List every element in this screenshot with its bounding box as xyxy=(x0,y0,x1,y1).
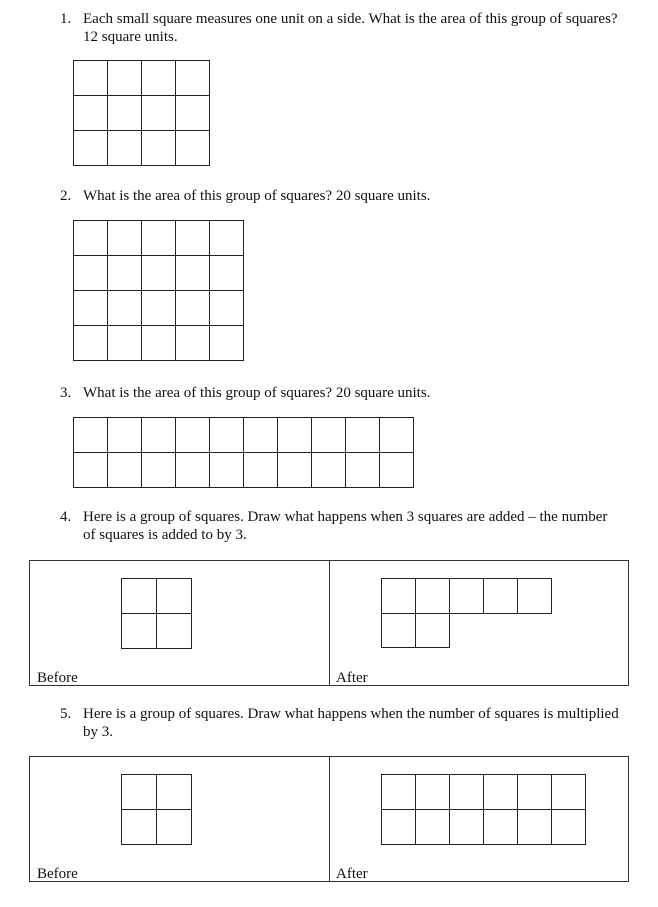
question-3 xyxy=(60,384,620,402)
grid-square xyxy=(312,418,346,453)
question-number: 4. xyxy=(60,509,72,525)
grid-square xyxy=(552,775,586,810)
grid-square xyxy=(552,810,586,845)
grid-square xyxy=(122,579,157,614)
grid-square xyxy=(74,61,108,96)
q1-square-grid xyxy=(73,60,210,166)
grid-square xyxy=(74,326,108,361)
grid-square xyxy=(244,418,278,453)
grid-square xyxy=(484,810,518,845)
grid-square xyxy=(382,613,416,648)
grid-square xyxy=(416,810,450,845)
grid-square xyxy=(157,775,192,810)
grid-square xyxy=(74,96,108,131)
grid-square xyxy=(210,221,244,256)
question-number: 2. xyxy=(60,188,72,204)
grid-square xyxy=(142,61,176,96)
grid-square xyxy=(157,614,192,649)
grid-square xyxy=(518,579,552,614)
q2-square-grid xyxy=(73,220,244,361)
grid-square xyxy=(244,453,278,488)
q4-before-grid xyxy=(121,578,192,649)
q4-panel-divider xyxy=(329,560,330,686)
grid-square xyxy=(108,96,142,131)
grid-square xyxy=(210,453,244,488)
grid-square xyxy=(518,775,552,810)
grid-square xyxy=(142,96,176,131)
question-number: 5. xyxy=(60,706,72,722)
grid-square xyxy=(176,453,210,488)
grid-square xyxy=(176,256,210,291)
grid-square xyxy=(122,775,157,810)
grid-square xyxy=(108,131,142,166)
grid-square xyxy=(210,291,244,326)
grid-square xyxy=(450,579,484,614)
q5-after-grid xyxy=(381,774,586,845)
q5-panel-divider xyxy=(329,756,330,882)
grid-square xyxy=(108,61,142,96)
question-2 xyxy=(60,187,620,205)
grid-square xyxy=(108,291,142,326)
grid-square xyxy=(74,256,108,291)
grid-square xyxy=(380,453,414,488)
grid-square xyxy=(142,131,176,166)
question-1 xyxy=(60,10,620,46)
grid-square xyxy=(416,579,450,614)
grid-square xyxy=(450,775,484,810)
grid-square xyxy=(142,256,176,291)
q4-after-top-row xyxy=(381,578,552,614)
grid-square xyxy=(176,61,210,96)
grid-square xyxy=(157,810,192,845)
q3-square-grid xyxy=(73,417,414,488)
grid-square xyxy=(416,775,450,810)
grid-square xyxy=(278,418,312,453)
grid-square xyxy=(176,418,210,453)
q5-after-label: After xyxy=(336,866,368,882)
grid-square xyxy=(74,221,108,256)
question-number: 3. xyxy=(60,385,72,401)
grid-square xyxy=(210,256,244,291)
grid-square xyxy=(74,131,108,166)
q5-before-label: Before xyxy=(37,866,78,882)
question-text: What is the area of this group of squares? 20 square units. xyxy=(83,385,431,401)
q4-after-label: After xyxy=(336,670,368,686)
grid-square xyxy=(108,326,142,361)
grid-square xyxy=(176,131,210,166)
grid-square xyxy=(142,291,176,326)
q4-before-label: Before xyxy=(37,670,78,686)
grid-square xyxy=(108,418,142,453)
grid-square xyxy=(142,418,176,453)
question-5 xyxy=(60,705,620,741)
grid-square xyxy=(74,291,108,326)
grid-square xyxy=(484,579,518,614)
grid-square xyxy=(176,326,210,361)
question-text: Here is a group of squares. Draw what happens when the number of squares is multiplied by 3. xyxy=(83,706,619,740)
q5-before-grid xyxy=(121,774,192,845)
question-text: What is the area of this group of squares? 20 square units. xyxy=(83,188,431,204)
q4-after-bottom-row xyxy=(381,613,450,648)
grid-square xyxy=(176,221,210,256)
grid-square xyxy=(278,453,312,488)
grid-square xyxy=(176,96,210,131)
grid-square xyxy=(210,326,244,361)
grid-square xyxy=(157,579,192,614)
grid-square xyxy=(484,775,518,810)
question-number: 1. xyxy=(60,11,72,27)
grid-square xyxy=(312,453,346,488)
grid-square xyxy=(380,418,414,453)
grid-square xyxy=(142,326,176,361)
grid-square xyxy=(450,810,484,845)
grid-square xyxy=(122,810,157,845)
question-4 xyxy=(60,508,620,544)
grid-square xyxy=(176,291,210,326)
grid-square xyxy=(210,418,244,453)
grid-square xyxy=(108,453,142,488)
grid-square xyxy=(346,453,380,488)
question-text: Here is a group of squares. Draw what happens when 3 squares are added – the number of squares is added to by 3. xyxy=(83,509,608,543)
grid-square xyxy=(346,418,380,453)
grid-square xyxy=(142,453,176,488)
grid-square xyxy=(74,453,108,488)
grid-square xyxy=(108,256,142,291)
grid-square xyxy=(518,810,552,845)
question-text: Each small square measures one unit on a side. What is the area of this group of squares? 12 square units. xyxy=(83,11,618,45)
grid-square xyxy=(382,810,416,845)
grid-square xyxy=(142,221,176,256)
grid-square xyxy=(382,775,416,810)
grid-square xyxy=(122,614,157,649)
grid-square xyxy=(416,613,450,648)
grid-square xyxy=(74,418,108,453)
grid-square xyxy=(108,221,142,256)
grid-square xyxy=(382,579,416,614)
